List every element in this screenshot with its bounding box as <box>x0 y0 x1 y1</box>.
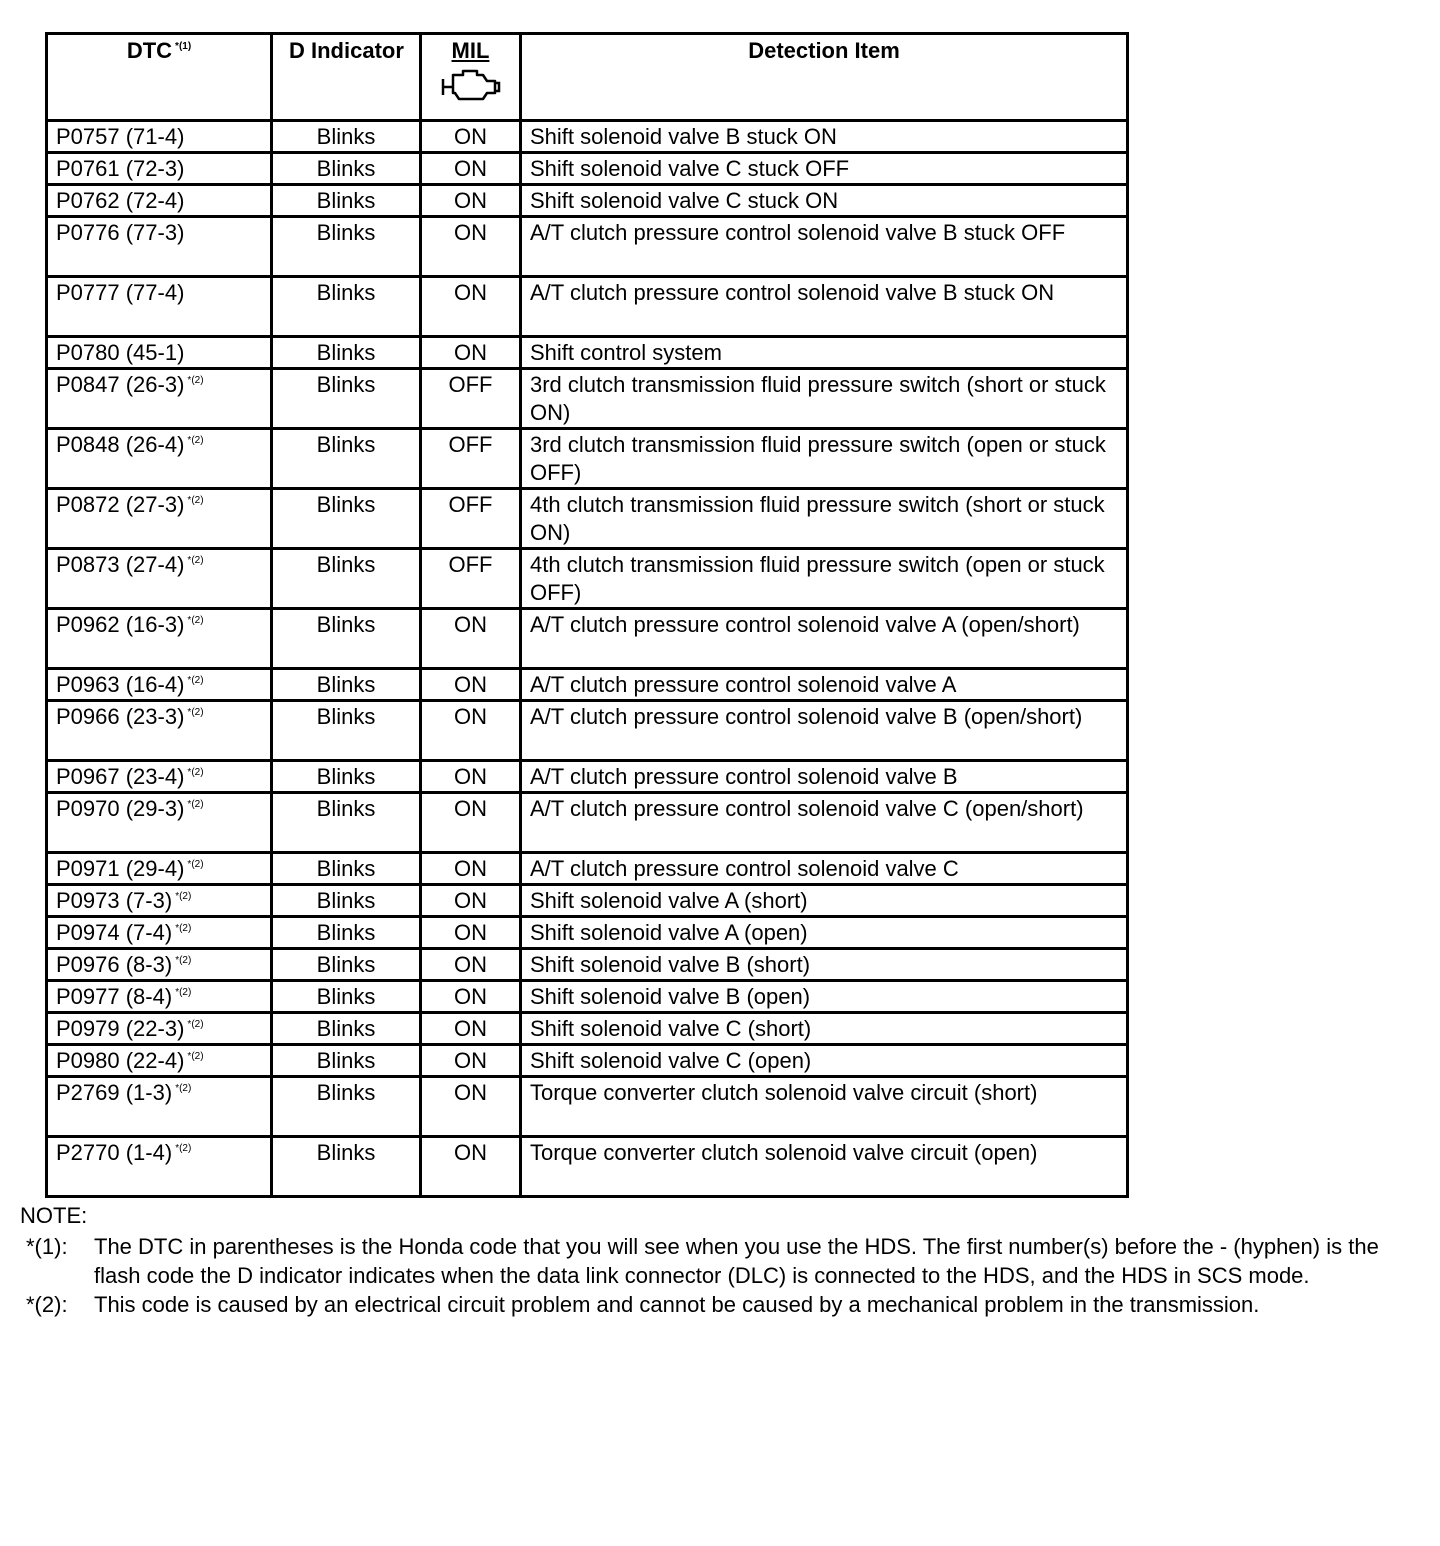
mil-cell: ON <box>421 793 521 853</box>
dtc-table <box>45 32 1129 1198</box>
header-detection-item: Detection Item <box>521 34 1128 121</box>
dtc-code: P0980 (22-4) <box>56 1048 185 1073</box>
d-indicator-cell: Blinks <box>272 549 421 609</box>
dtc-code: P0970 (29-3) <box>56 796 185 821</box>
mil-cell: ON <box>421 337 521 369</box>
table-row <box>47 153 1128 185</box>
detection-item-cell: A/T clutch pressure control solenoid valve A (open/short) <box>521 609 1128 669</box>
detection-item-cell: Shift solenoid valve C (short) <box>521 1013 1128 1045</box>
dtc-cell <box>47 669 272 701</box>
mil-cell: OFF <box>421 429 521 489</box>
d-indicator-cell: Blinks <box>272 793 421 853</box>
dtc-footnote: *(2) <box>187 435 204 446</box>
detection-item-cell: A/T clutch pressure control solenoid valve B stuck ON <box>521 277 1128 337</box>
detection-item-cell: A/T clutch pressure control solenoid valve B (open/short) <box>521 701 1128 761</box>
dtc-cell <box>47 429 272 489</box>
table-row <box>47 981 1128 1013</box>
mil-cell: ON <box>421 981 521 1013</box>
d-indicator-cell: Blinks <box>272 369 421 429</box>
dtc-code: P0777 (77-4) <box>56 280 185 305</box>
dtc-footnote: *(2) <box>187 615 204 626</box>
check-engine-icon <box>439 67 503 103</box>
detection-item-cell: A/T clutch pressure control solenoid valve B stuck OFF <box>521 217 1128 277</box>
dtc-code: P0776 (77-3) <box>56 220 185 245</box>
dtc-code: P0848 (26-4) <box>56 432 185 457</box>
detection-item-cell: A/T clutch pressure control solenoid valve C (open/short) <box>521 793 1128 853</box>
dtc-footnote: *(2) <box>175 923 192 934</box>
d-indicator-cell: Blinks <box>272 277 421 337</box>
dtc-code: P0977 (8-4) <box>56 984 173 1009</box>
dtc-cell <box>47 853 272 885</box>
mil-cell: ON <box>421 185 521 217</box>
dtc-cell <box>47 153 272 185</box>
header-dtc-footnote: *(1) <box>175 41 192 52</box>
detection-item-cell: 3rd clutch transmission fluid pressure switch (short or stuck ON) <box>521 369 1128 429</box>
mil-cell: OFF <box>421 369 521 429</box>
note-marker: *(2): <box>26 1292 68 1317</box>
dtc-footnote: *(2) <box>187 675 204 686</box>
dtc-footnote: *(2) <box>187 707 204 718</box>
dtc-cell <box>47 917 272 949</box>
table-row <box>47 793 1128 853</box>
table-row <box>47 701 1128 761</box>
d-indicator-cell: Blinks <box>272 1137 421 1197</box>
dtc-cell <box>47 1045 272 1077</box>
table-row <box>47 429 1128 489</box>
table-row <box>47 1077 1128 1137</box>
table-row <box>47 489 1128 549</box>
table-row <box>47 217 1128 277</box>
d-indicator-cell: Blinks <box>272 153 421 185</box>
dtc-cell <box>47 369 272 429</box>
table-row <box>47 185 1128 217</box>
dtc-footnote: *(2) <box>175 891 192 902</box>
dtc-cell <box>47 217 272 277</box>
table-row <box>47 1013 1128 1045</box>
d-indicator-cell: Blinks <box>272 185 421 217</box>
dtc-footnote: *(2) <box>175 955 192 966</box>
d-indicator-cell: Blinks <box>272 217 421 277</box>
note-text: This code is caused by an electrical circuit problem and cannot be caused by a mechanical problem in the transmission. <box>94 1292 1260 1317</box>
table-row <box>47 609 1128 669</box>
dtc-cell <box>47 885 272 917</box>
d-indicator-cell: Blinks <box>272 1045 421 1077</box>
mil-cell: ON <box>421 153 521 185</box>
dtc-code: P0974 (7-4) <box>56 920 173 945</box>
dtc-footnote: *(2) <box>187 767 204 778</box>
dtc-footnote: *(2) <box>187 555 204 566</box>
detection-item-cell: A/T clutch pressure control solenoid valve B <box>521 761 1128 793</box>
table-row <box>47 949 1128 981</box>
dtc-cell <box>47 549 272 609</box>
dtc-code: P0979 (22-3) <box>56 1016 185 1041</box>
detection-item-cell: 4th clutch transmission fluid pressure switch (open or stuck OFF) <box>521 549 1128 609</box>
d-indicator-cell: Blinks <box>272 669 421 701</box>
table-row <box>47 369 1128 429</box>
dtc-code: P2770 (1-4) <box>56 1140 173 1165</box>
d-indicator-cell: Blinks <box>272 949 421 981</box>
header-mil-label: MIL <box>451 38 490 63</box>
d-indicator-cell: Blinks <box>272 701 421 761</box>
mil-cell: ON <box>421 1077 521 1137</box>
dtc-cell <box>47 793 272 853</box>
mil-cell: ON <box>421 1045 521 1077</box>
table-row <box>47 917 1128 949</box>
dtc-footnote: *(2) <box>187 375 204 386</box>
d-indicator-cell: Blinks <box>272 885 421 917</box>
dtc-code: P0757 (71-4) <box>56 124 185 149</box>
d-indicator-cell: Blinks <box>272 917 421 949</box>
dtc-footnote: *(2) <box>187 859 204 870</box>
detection-item-cell: Torque converter clutch solenoid valve circuit (short) <box>521 1077 1128 1137</box>
d-indicator-cell: Blinks <box>272 761 421 793</box>
dtc-code: P0976 (8-3) <box>56 952 173 977</box>
detection-item-cell: Shift solenoid valve A (open) <box>521 917 1128 949</box>
dtc-cell <box>47 609 272 669</box>
mil-cell: ON <box>421 853 521 885</box>
dtc-footnote: *(2) <box>187 799 204 810</box>
table-row <box>47 1137 1128 1197</box>
dtc-code: P0966 (23-3) <box>56 704 185 729</box>
d-indicator-cell: Blinks <box>272 1013 421 1045</box>
detection-item-cell: Shift solenoid valve A (short) <box>521 885 1128 917</box>
dtc-cell <box>47 1137 272 1197</box>
mil-cell: ON <box>421 701 521 761</box>
detection-item-cell: 3rd clutch transmission fluid pressure switch (open or stuck OFF) <box>521 429 1128 489</box>
detection-item-cell: Shift control system <box>521 337 1128 369</box>
mil-cell: ON <box>421 277 521 337</box>
dtc-footnote: *(2) <box>187 1051 204 1062</box>
notes-section <box>20 1201 1420 1319</box>
d-indicator-cell: Blinks <box>272 337 421 369</box>
dtc-cell <box>47 701 272 761</box>
detection-item-cell: Shift solenoid valve B (open) <box>521 981 1128 1013</box>
mil-cell: OFF <box>421 549 521 609</box>
dtc-footnote: *(2) <box>187 1019 204 1030</box>
detection-item-cell: A/T clutch pressure control solenoid valve A <box>521 669 1128 701</box>
dtc-cell <box>47 337 272 369</box>
dtc-code: P0762 (72-4) <box>56 188 185 213</box>
note-marker: *(1): <box>26 1234 68 1259</box>
mil-cell: ON <box>421 121 521 153</box>
mil-cell: ON <box>421 761 521 793</box>
d-indicator-cell: Blinks <box>272 429 421 489</box>
table-row <box>47 1045 1128 1077</box>
dtc-footnote: *(2) <box>175 1143 192 1154</box>
dtc-code: P0967 (23-4) <box>56 764 185 789</box>
d-indicator-cell: Blinks <box>272 981 421 1013</box>
detection-item-cell: Shift solenoid valve C (open) <box>521 1045 1128 1077</box>
dtc-cell <box>47 1077 272 1137</box>
table-header-row <box>47 34 1128 121</box>
note-text: The DTC in parentheses is the Honda code that you will see when you use the HDS. The first number(s) before the - (hyphen) is the flash code the D indicator indicates when the data link connector (DLC) is connected to the HDS, and the HDS in SCS mode. <box>94 1234 1379 1288</box>
detection-item-cell: Shift solenoid valve C stuck OFF <box>521 153 1128 185</box>
dtc-footnote: *(2) <box>175 987 192 998</box>
table-row <box>47 337 1128 369</box>
mil-cell: ON <box>421 1013 521 1045</box>
notes-heading: NOTE: <box>20 1203 88 1228</box>
dtc-cell <box>47 1013 272 1045</box>
note-item <box>20 1232 1420 1290</box>
dtc-code: P0973 (7-3) <box>56 888 173 913</box>
mil-cell: ON <box>421 1137 521 1197</box>
dtc-cell <box>47 949 272 981</box>
mil-cell: ON <box>421 609 521 669</box>
dtc-code: P0847 (26-3) <box>56 372 185 397</box>
dtc-footnote: *(2) <box>187 495 204 506</box>
dtc-cell <box>47 981 272 1013</box>
d-indicator-cell: Blinks <box>272 121 421 153</box>
table-row <box>47 669 1128 701</box>
detection-item-cell: Shift solenoid valve C stuck ON <box>521 185 1128 217</box>
d-indicator-cell: Blinks <box>272 609 421 669</box>
table-row <box>47 121 1128 153</box>
mil-cell: OFF <box>421 489 521 549</box>
dtc-code: P0963 (16-4) <box>56 672 185 697</box>
dtc-code: P0872 (27-3) <box>56 492 185 517</box>
mil-cell: ON <box>421 669 521 701</box>
d-indicator-cell: Blinks <box>272 853 421 885</box>
detection-item-cell: Shift solenoid valve B (short) <box>521 949 1128 981</box>
table-row <box>47 277 1128 337</box>
table-row <box>47 761 1128 793</box>
dtc-footnote: *(2) <box>175 1083 192 1094</box>
dtc-code: P0962 (16-3) <box>56 612 185 637</box>
table-row <box>47 885 1128 917</box>
mil-cell: ON <box>421 217 521 277</box>
mil-cell: ON <box>421 917 521 949</box>
dtc-code: P2769 (1-3) <box>56 1080 173 1105</box>
dtc-cell <box>47 489 272 549</box>
dtc-code: P0971 (29-4) <box>56 856 185 881</box>
note-item <box>20 1290 1420 1319</box>
dtc-code: P0761 (72-3) <box>56 156 185 181</box>
table-row <box>47 853 1128 885</box>
header-dtc: DTC $^{*(1)}$ <box>47 34 272 121</box>
dtc-cell <box>47 277 272 337</box>
dtc-cell <box>47 761 272 793</box>
header-d-indicator: D Indicator <box>272 34 421 121</box>
dtc-code: P0873 (27-4) <box>56 552 185 577</box>
mil-cell: ON <box>421 949 521 981</box>
dtc-code: P0780 (45-1) <box>56 340 185 365</box>
detection-item-cell: Torque converter clutch solenoid valve circuit (open) <box>521 1137 1128 1197</box>
header-mil <box>421 34 521 121</box>
dtc-cell <box>47 185 272 217</box>
d-indicator-cell: Blinks <box>272 1077 421 1137</box>
detection-item-cell: Shift solenoid valve B stuck ON <box>521 121 1128 153</box>
table-row <box>47 549 1128 609</box>
mil-cell: ON <box>421 885 521 917</box>
detection-item-cell: A/T clutch pressure control solenoid valve C <box>521 853 1128 885</box>
d-indicator-cell: Blinks <box>272 489 421 549</box>
dtc-cell <box>47 121 272 153</box>
detection-item-cell: 4th clutch transmission fluid pressure switch (short or stuck ON) <box>521 489 1128 549</box>
